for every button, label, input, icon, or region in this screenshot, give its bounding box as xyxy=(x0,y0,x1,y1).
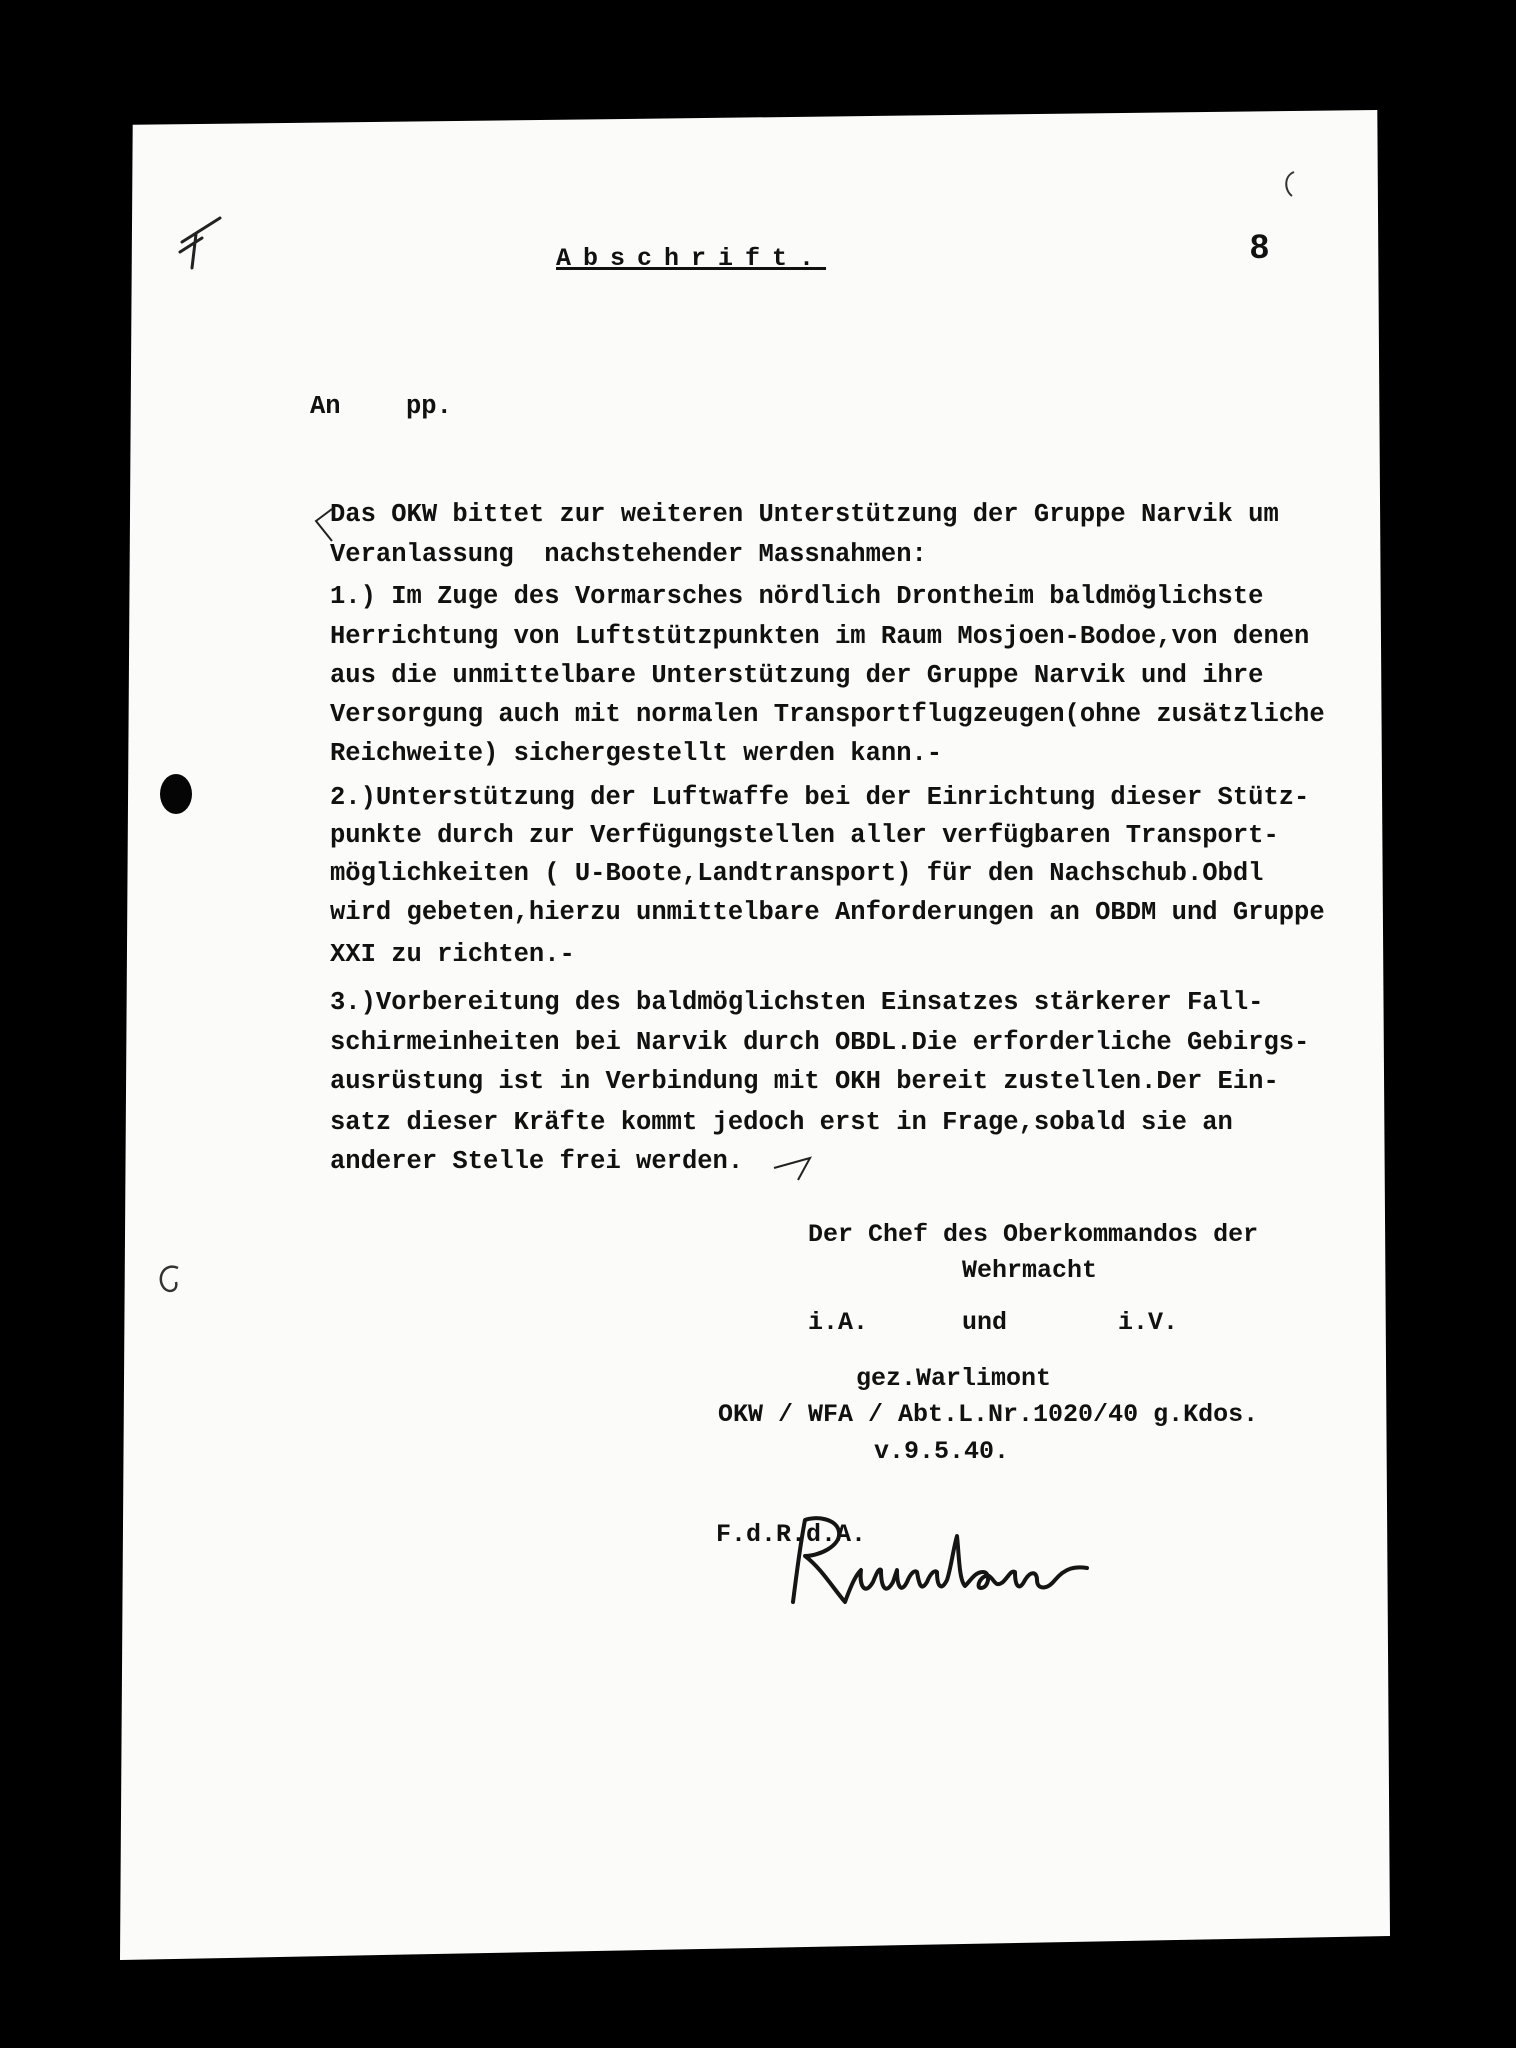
signature-chief-line1: Der Chef des Oberkommandos der xyxy=(808,1220,1259,1249)
reference-number: OKW / WFA / Abt.L.Nr.1020/40 g.Kdos. xyxy=(718,1400,1259,1429)
body-line: schirmeinheiten bei Narvik durch OBDL.Die erforderliche Gebirgs- xyxy=(330,1028,1310,1057)
body-line: Reichweite) sichergestellt werden kann.- xyxy=(330,739,943,768)
signature-chief-line2: Wehrmacht xyxy=(962,1256,1098,1285)
signature-und: und xyxy=(962,1308,1008,1337)
body-line: XXI zu richten.- xyxy=(330,940,575,969)
document-title: Abschrift. xyxy=(556,244,827,273)
body-line: ausrüstung ist in Verbindung mit OKH bereit zustellen.Der Ein- xyxy=(330,1067,1279,1096)
body-line: anderer Stelle frei werden. xyxy=(330,1147,744,1176)
body-line: 3.)Vorbereitung des baldmöglichsten Einsatzes stärkerer Fall- xyxy=(330,988,1264,1017)
punch-hole-outline xyxy=(152,1260,192,1300)
signature-signed: gez.Warlimont xyxy=(856,1364,1052,1393)
body-line: 2.)Unterstützung der Luftwaffe bei der Einrichtung dieser Stütz- xyxy=(330,783,1310,812)
body-line: möglichkeiten ( U-Boote,Landtransport) für den Nachschub.Obdl xyxy=(330,859,1264,888)
signature-ia: i.A. xyxy=(808,1308,869,1337)
body-line: Das OKW bittet zur weiteren Unterstützung der Gruppe Narvik um xyxy=(330,500,1279,529)
bracket-mark-bottom xyxy=(772,1150,816,1186)
signature-iv: i.V. xyxy=(1118,1308,1179,1337)
recipient-label: An xyxy=(310,392,341,421)
certification-mark: F.d.R.d.A. xyxy=(716,1520,867,1549)
body-line: wird gebeten,hierzu unmittelbare Anforderungen an OBDM und Gruppe xyxy=(330,898,1325,927)
body-line: Versorgung auch mit normalen Transportflugzeugen(ohne zusätzliche xyxy=(330,700,1325,729)
bracket-mark-top xyxy=(310,505,336,545)
handwritten-signature xyxy=(775,1510,1095,1620)
corner-tick xyxy=(1278,170,1298,200)
body-line: satz dieser Kräfte kommt jedoch erst in Frage,sobald sie an xyxy=(330,1108,1233,1137)
body-line: Veranlassung nachstehender Massnahmen: xyxy=(330,540,927,569)
recipient-value: pp. xyxy=(406,392,452,421)
body-line: 1.) Im Zuge des Vormarsches nördlich Drontheim baldmöglichste xyxy=(330,582,1264,611)
body-line: Herrichtung von Luftstützpunkten im Raum Mosjoen-Bodoe,von denen xyxy=(330,622,1310,651)
body-line: aus die unmittelbare Unterstützung der Gruppe Narvik und ihre xyxy=(330,661,1264,690)
body-line: punkte durch zur Verfügungstellen aller verfügbaren Transport- xyxy=(330,821,1279,850)
document-date: v.9.5.40. xyxy=(874,1437,1010,1466)
page-number: 8 xyxy=(1250,228,1269,266)
corner-mark xyxy=(172,208,232,278)
punch-hole xyxy=(156,772,196,816)
